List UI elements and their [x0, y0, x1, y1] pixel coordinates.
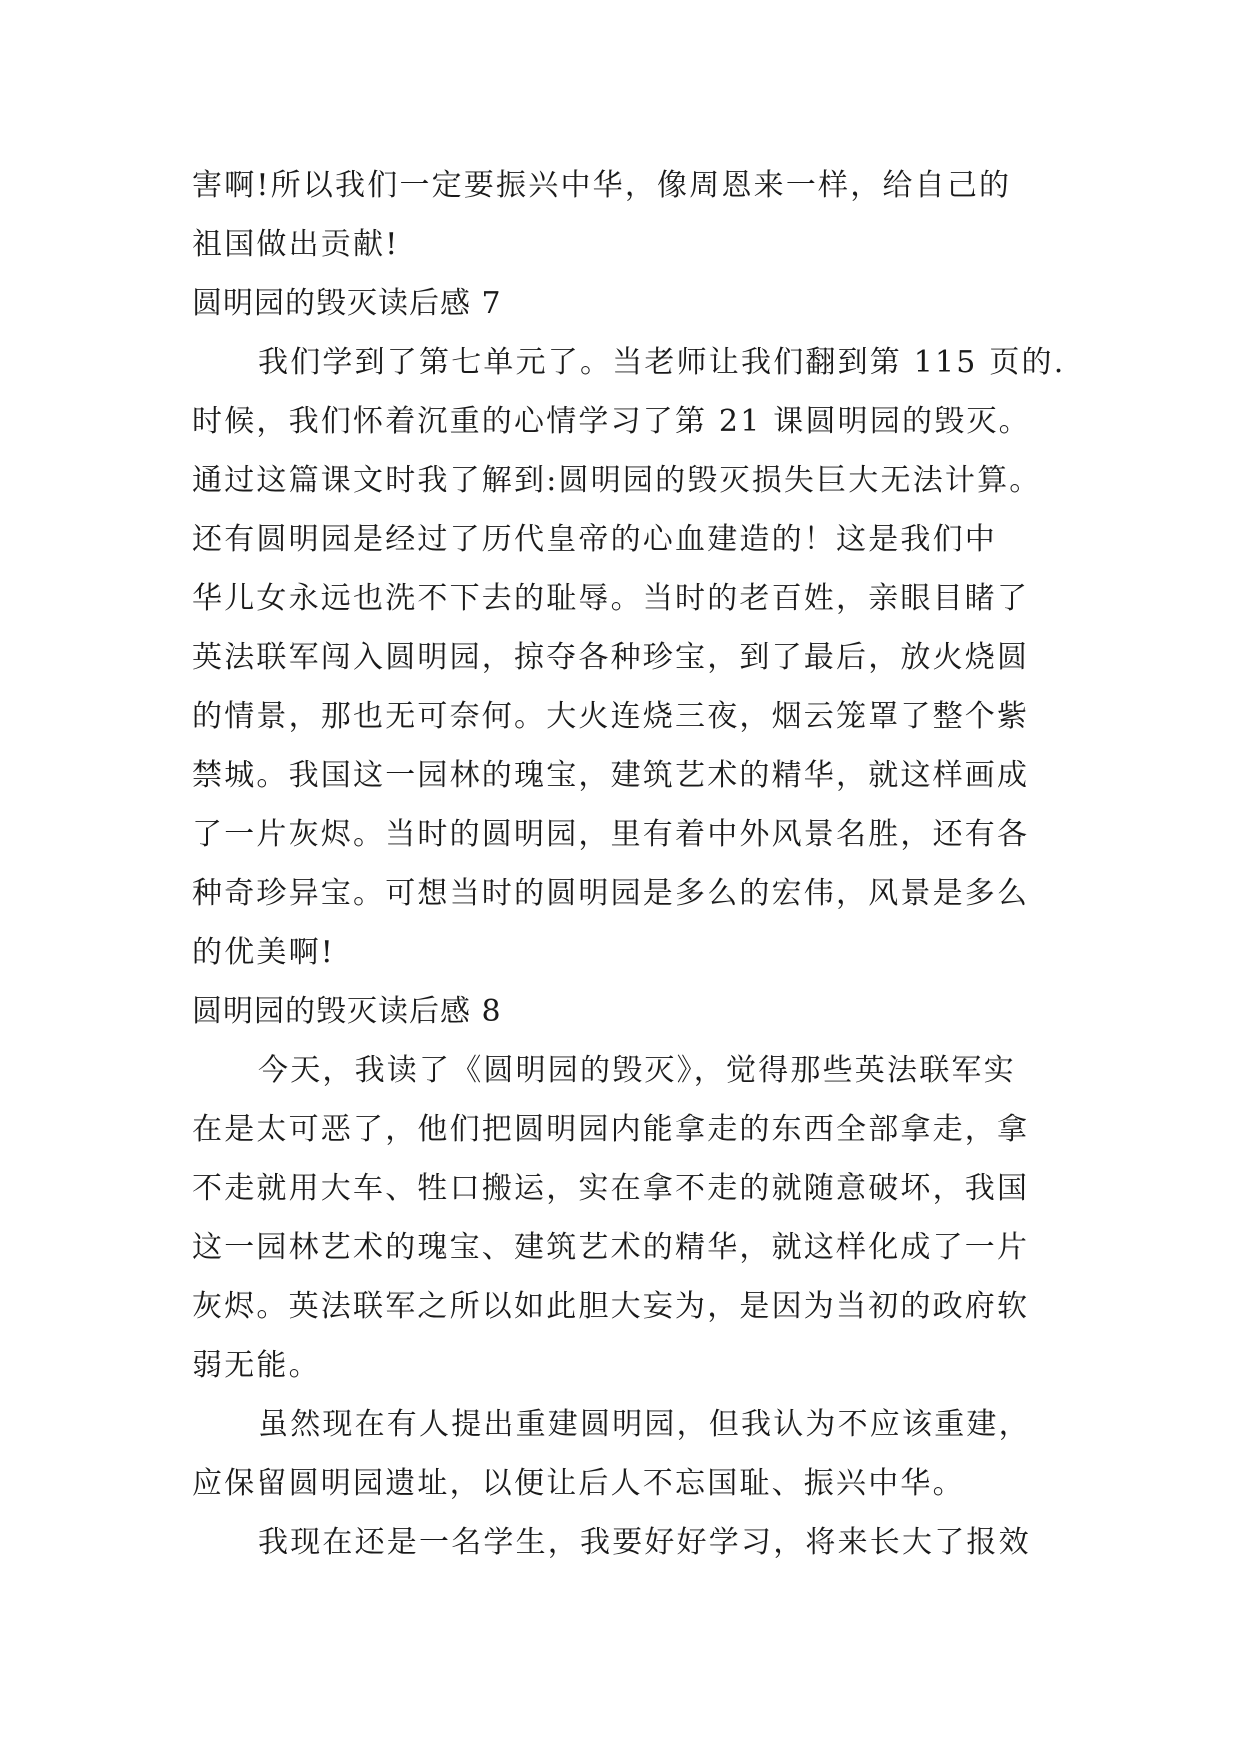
text-line: 不走就用大车、牲口搬运，实在拿不走的就随意破坏，我国: [192, 1171, 1030, 1206]
text-line: 华儿女永远也洗不下去的耻辱。当时的老百姓，亲眼目睹了: [192, 581, 1030, 616]
text-line: 种奇珍异宝。可想当时的圆明园是多么的宏伟，风景是多么: [192, 876, 1030, 911]
text-line: 弱无能。: [192, 1348, 321, 1383]
text-line: 我们学到了第七单元了。当老师让我们翻到第 115 页的.: [258, 345, 1066, 380]
text-line: 英法联军闯入圆明园，掠夺各种珍宝，到了最后，放火烧圆: [192, 640, 1030, 675]
text-line: 害啊!所以我们一定要振兴中华，像周恩来一样，给自己的: [192, 168, 1012, 203]
section-7-paragraph: [192, 333, 1066, 982]
text-line: 祖国做出贡献!: [192, 227, 400, 262]
text-line: 通过这篇课文时我了解到:圆明园的毁灭损失巨大无法计算。: [192, 463, 1042, 498]
text-line: 应保留圆明园遗址，以便让后人不忘国耻、振兴中华。: [192, 1466, 965, 1501]
text-line: 我现在还是一名学生，我要好好学习，将来长大了报效: [258, 1525, 1031, 1560]
text-line: 在是太可恶了，他们把圆明园内能拿走的东西全部拿走，拿: [192, 1112, 1030, 1147]
text-line: 这一园林艺术的瑰宝、建筑艺术的精华，就这样化成了一片: [192, 1230, 1030, 1265]
section-8-paragraph-2: [192, 1395, 1054, 1513]
section-8-paragraph-3: [192, 1513, 1054, 1572]
text-line: 的情景，那也无可奈何。大火连烧三夜，烟云笼罩了整个紫: [192, 699, 1030, 734]
section-heading-8: 圆明园的毁灭读后感 8: [192, 994, 502, 1029]
document-page: [192, 156, 1066, 1572]
section-8-paragraph-1: [192, 1041, 1054, 1395]
text-line: 还有圆明园是经过了历代皇帝的心血建造的！这是我们中: [192, 522, 997, 557]
intro-paragraph: [192, 156, 1054, 274]
text-line: 虽然现在有人提出重建圆明园，但我认为不应该重建，: [258, 1407, 1031, 1442]
text-line: 时候，我们怀着沉重的心情学习了第 21 课圆明园的毁灭。: [192, 404, 1031, 439]
text-line: 了一片灰烬。当时的圆明园，里有着中外风景名胜，还有各: [192, 817, 1030, 852]
text-line: 灰烬。英法联军之所以如此胆大妄为，是因为当初的政府软: [192, 1289, 1030, 1324]
text-line: 今天，我读了《圆明园的毁灭》，觉得那些英法联军实: [258, 1053, 1016, 1088]
section-heading-7: 圆明园的毁灭读后感 7: [192, 286, 502, 321]
text-line: 的优美啊!: [192, 935, 336, 970]
text-line: 禁城。我国这一园林的瑰宝，建筑艺术的精华，就这样画成: [192, 758, 1030, 793]
